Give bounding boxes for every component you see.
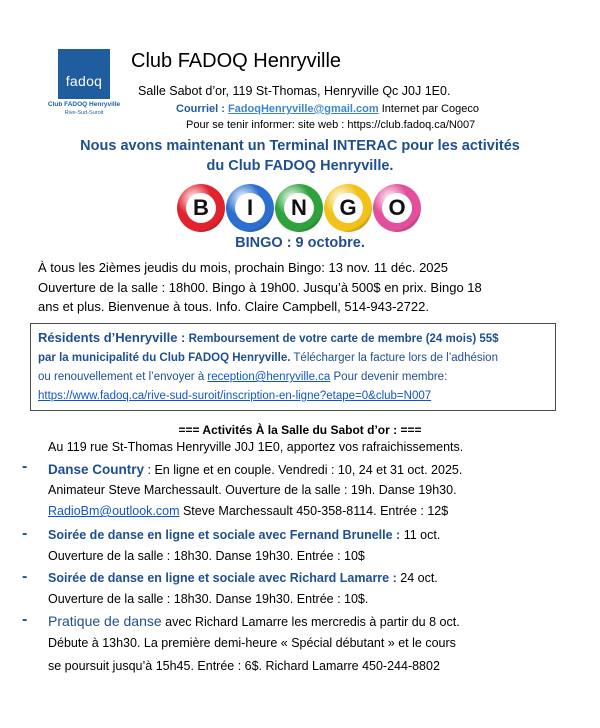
bingo-date: BINGO : 9 octobre.: [235, 235, 365, 251]
reception-email-link[interactable]: reception@henryville.ca: [207, 371, 331, 383]
residents-lead: Résidents d’Henryville :: [38, 330, 186, 345]
soiree-brunelle-line-1: Soirée de danse en ligne et sociale avec Fernand Brunelle : 11 oct.: [48, 528, 441, 542]
residents-line-2: [38, 349, 549, 368]
soiree-lamarre-line-1: Soirée de danse en ligne et sociale avec Richard Lamarre : 24 oct.: [48, 571, 438, 585]
bingo-details: [38, 258, 558, 317]
bingo-ball-i: I: [226, 184, 274, 232]
logo-subcaption: Rive-Sud-Suroit: [64, 110, 104, 116]
soiree-lamarre-line-2: Ouverture de la salle : 18h30. Danse 19h30. Entrée : 10$.: [48, 592, 369, 606]
pratique-line-3: se poursuit jusqu’à 15h45. Entrée : 6$. Richard Lamarre 450-244-8802: [48, 659, 440, 673]
danse-country-line-1: Danse Country : En ligne et en couple. Vendredi : 10, 24 et 31 oct. 2025.: [48, 462, 463, 477]
residents-box: [30, 323, 556, 411]
residents-part-3: Télécharger la facture lors de l’adhésion: [290, 352, 498, 364]
club-email-link[interactable]: FadoqHenryville@gmail.com: [227, 103, 379, 115]
soiree-lamarre-heading: Soirée de danse en ligne et sociale avec Richard Lamarre :: [48, 571, 397, 585]
logo-caption: Club FADOQ Henryville: [47, 101, 121, 108]
bingo-line-1: À tous les 2ièmes jeudis du mois, prochain Bingo: 13 nov. 11 déc. 2025: [38, 260, 448, 275]
email-label: Courriel :: [176, 103, 228, 115]
interac-announcement: [0, 136, 600, 176]
residents-part-2: par la municipalité du Club FADOQ Henryville.: [38, 352, 291, 364]
bullet-dash: -: [22, 611, 28, 628]
danse-country-line-3: RadioBm@outlook.com Steve Marchessault 450-358-8114. Entrée : 12$: [48, 504, 449, 518]
soiree-brunelle-line-2: Ouverture de la salle : 18h30. Danse 19h30. Entrée : 10$: [48, 549, 365, 563]
activities-title: === Activités À la Salle du Sabot d’or : ===: [178, 423, 422, 437]
membership-link[interactable]: https://www.fadoq.ca/rive-sud-suroit/inscription-en-ligne?etape=0&club=N007: [38, 390, 432, 402]
pratique-line-1: Pratique de danse avec Richard Lamarre les mercredis à partir du 8 oct.: [48, 613, 460, 629]
bingo-banner: [177, 182, 423, 234]
residents-line-4: [38, 387, 549, 406]
bingo-line-2: Ouverture de la salle : 18h00. Bingo à 19h00. Jusqu’à 500$ en prix. Bingo 18: [38, 279, 482, 295]
info-prefix: Pour se tenir informer: site web: [186, 119, 339, 131]
info-url[interactable]: : https://club.fadoq.ca/N007: [338, 119, 476, 131]
bullet-dash: -: [22, 568, 28, 585]
bullet-dash: -: [22, 458, 28, 475]
soiree-brunelle-heading: Soirée de danse en ligne et sociale avec Fernand Brunelle :: [48, 528, 401, 542]
info-line: [186, 119, 475, 131]
residents-line-3-suffix: Pour devenir membre:: [330, 371, 448, 383]
activities-subtitle: Au 119 rue St-Thomas Henryville J0J 1E0, apportez vos rafraichissements.: [48, 440, 464, 454]
club-title: Club FADOQ Henryville: [131, 50, 342, 72]
radio-email-link[interactable]: RadioBm@outlook.com: [48, 504, 180, 518]
danse-country-line-2: Animateur Steve Marchessault. Ouverture de la salle : 19h. Danse 19h30.: [48, 483, 457, 497]
bingo-ball-b: B: [177, 184, 225, 232]
pratique-heading: Pratique de danse: [48, 613, 162, 629]
residents-part-1: Remboursement de votre carte de membre (24 mois) 55$: [185, 333, 499, 345]
announce-line-1: Nous avons maintenant un Terminal INTERAC pour les activités: [80, 138, 520, 154]
bingo-ball-g: G: [324, 184, 372, 232]
club-address: Salle Sabot d’or, 119 St-Thomas, Henryville Qc J0J 1E0.: [138, 84, 451, 98]
danse-country-heading: Danse Country: [48, 462, 145, 477]
bingo-ball-n: N: [275, 184, 323, 232]
bingo-line-3: ans et plus. Bienvenue à tous. Info. Claire Campbell, 514-943-2722.: [38, 299, 429, 314]
pratique-line-2: Débute à 13h30. La première demi-heure « Spécial débutant » et le cours: [48, 636, 456, 650]
announce-line-2: du Club FADOQ Henryville.: [206, 158, 394, 174]
residents-line-1: [38, 328, 549, 349]
bullet-dash: -: [22, 525, 28, 542]
email-suffix: Internet par Cogeco: [378, 103, 479, 115]
contact-line: [176, 103, 479, 115]
residents-line-3: [38, 368, 549, 387]
residents-line-3-prefix: ou renouvellement et l’envoyer à: [38, 371, 208, 383]
logo-word: fadoq: [65, 73, 103, 89]
bingo-ball-o: O: [373, 184, 421, 232]
